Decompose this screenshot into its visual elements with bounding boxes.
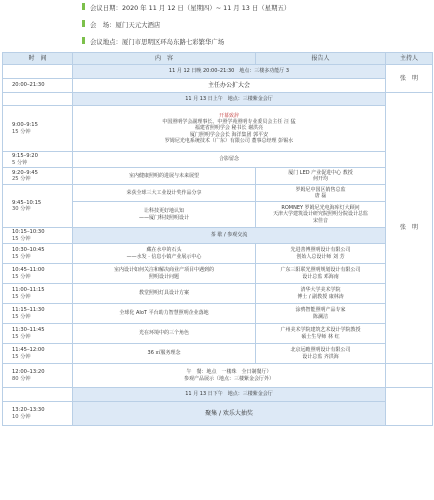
talk-title: 室内健康照明的进展与未来展望 (73, 168, 256, 185)
talk-reporter: 涂鸦智能照明产品专家 陈澜洁 (256, 304, 386, 324)
day1-row (3, 79, 433, 93)
talk-title: 全球化 AIoT 平台助力智慧照明企业落地 (73, 304, 256, 324)
talk-title: 室内设计如何关注和解决商业产项目中遇到的 (113, 267, 214, 274)
talk-reporter: 北京远瞻照明设计有限公司 设计总监 齐洪海 (256, 344, 386, 364)
day1-band-row (3, 65, 433, 79)
talk-title: 36 ㎡服务理念 (73, 344, 256, 364)
day2-am-band-row (3, 93, 433, 106)
header-accent-bar (82, 3, 85, 10)
opening-line: 福建省照明学会 秘书长 谢洪亮 (194, 125, 264, 132)
talk-title: 光在环境中的三个角色 (73, 324, 256, 344)
row-duration: 5 分钟 (12, 159, 28, 166)
table-row (3, 304, 433, 324)
row-time: 10:45–11:00 (12, 267, 45, 274)
talk-reporter: 清华大学美术学院 博士 / 副教授 康林涛 (256, 284, 386, 304)
lunch-cell (73, 364, 386, 388)
table-row (3, 228, 433, 244)
row-duration: 80 分钟 (12, 375, 31, 382)
row-time: 10:15–10:30 (12, 229, 45, 236)
lunch-line: 参观产品展示（地点：三楼紫金会厅外） (183, 375, 274, 382)
day2-pm-event: 聚集 / 欢乐大抽奖 (73, 402, 386, 426)
table-row (3, 152, 433, 168)
row-duration: 30 分钟 (12, 206, 31, 212)
talk-reporter: 厦门 LED 产业促进中心 教授 何开均 (256, 168, 386, 185)
row-time: 9:15–9:20 (12, 153, 38, 160)
row-time-cell (3, 264, 73, 284)
tea-break: 茶 歇 / 参观交流 (73, 228, 386, 244)
talk-reporter: 先进善博照明设计有限公司 创始人总设计师 刘 芳 (256, 244, 386, 264)
table-row (3, 106, 433, 152)
row-duration: 15 分钟 (12, 293, 31, 300)
talk-title: 教堂照明灯具设计方案 (73, 284, 256, 304)
row-time-cell (3, 152, 73, 168)
row-duration: 25 分钟 (12, 176, 31, 182)
meeting-venue: 会 场：厦门天元大酒店 (90, 21, 161, 29)
header-accent-bar (82, 37, 85, 44)
row-time-cell (3, 324, 73, 344)
row-time-cell (3, 228, 73, 244)
day2-pm-band: 11 月 13 日下午 地点：三楼紫金会厅 (73, 388, 386, 402)
row-duration: 15 分钟 (12, 313, 31, 320)
col-header-host: 主持人 (386, 53, 433, 65)
talk-subtitle: ——水发 · 信息小镇产业展示中心 (126, 253, 202, 260)
talk-reporter: 罗姆尼中国区销售总监 唐 磊 (256, 185, 386, 202)
header-accent-bar (82, 20, 85, 27)
row-time: 11:30–11:45 (12, 327, 45, 334)
opening-line: 中国照明学会副理事长、中照学苑照明专业委员会主任 汪 猛 (162, 119, 296, 126)
row-duration: 15 分钟 (12, 128, 31, 135)
row-time: 11:45–12:00 (12, 347, 45, 354)
talk-title: 荣获全球三大工业设计奖作品分享 (73, 185, 256, 202)
lunch-line: 午 餐：地点 一楼珠 全日制餐厅） (186, 369, 272, 376)
talk-title: 藏在水中的石头 (146, 247, 182, 254)
day2-pm-row (3, 402, 433, 426)
row-time: 11:15–11:30 (12, 307, 45, 314)
table-row (3, 264, 433, 284)
table-row (3, 168, 433, 185)
meeting-header (0, 0, 434, 52)
talk-reporter: 广东三阳联光照明规划设计有限公司 设计总监 邓海南 (256, 264, 386, 284)
row-time-cell (3, 284, 73, 304)
schedule-table (2, 52, 433, 426)
opening-line: 厦门照明学会会长 海洋集团 郭平安 (189, 131, 269, 138)
day2-pm-band-row (3, 388, 433, 402)
talk-title-cell (73, 244, 256, 264)
talk-subtitle: 照明设计问题 (148, 273, 179, 280)
talk-title-cell (73, 264, 256, 284)
table-header-row (3, 53, 433, 65)
row-time: 9:00–9:15 (12, 122, 38, 129)
row-duration: 15 分钟 (12, 253, 31, 260)
talk-reporter: 广州美术学院建筑艺术设计学院教授 硕士生导师 林 红 (256, 324, 386, 344)
table-row (3, 185, 433, 202)
lunch-row (3, 364, 433, 388)
talk-subtitle: ——厦门科技照明设计 (138, 214, 189, 221)
col-header-time: 时 间 (3, 53, 73, 65)
row-time: 9:20–9:45 (12, 169, 38, 176)
row-time-cell (3, 168, 73, 185)
day1-event: 主任办公扩大会 (73, 79, 386, 93)
row-duration: 15 分钟 (12, 333, 31, 340)
col-header-content: 内 容 (73, 53, 256, 65)
day1-host: 张 明 (386, 65, 433, 93)
table-row (3, 344, 433, 364)
table-row (3, 284, 433, 304)
talk-reporter: ROMNEY 罗姆尼光电海库灯大顾问 天津大学建筑设计研究院照明分院设计总监 宋佳音 (256, 202, 386, 228)
row-duration: 15 分钟 (12, 273, 31, 280)
opening-title: 开幕致辞 (218, 113, 239, 120)
row-time-cell (3, 185, 73, 228)
row-time-cell (3, 402, 73, 426)
row-duration: 10 分钟 (12, 413, 31, 420)
row-time-cell (3, 244, 73, 264)
col-header-reporter: 报告人 (256, 53, 386, 65)
table-row (3, 244, 433, 264)
table-row (3, 324, 433, 344)
day1-time: 20:00–21:30 (3, 79, 73, 93)
day2-am-host: 张 明 (386, 93, 433, 364)
row-time-cell (3, 344, 73, 364)
photo-session: 合影留念 (73, 152, 386, 168)
opening-line: 罗姆尼光电系统技术（广东）有限公司 董事总经理 彭锡水 (164, 137, 294, 144)
day2-am-band: 11 月 13 日上午 地点：三楼紫金会厅 (73, 93, 386, 106)
row-duration: 15 分钟 (12, 235, 31, 242)
meeting-address: 会议地点：厦门市思明区环岛东路七彩繁华广场 (90, 38, 225, 46)
row-time: 9:45–10:15 (12, 199, 42, 206)
row-duration: 15 分钟 (12, 353, 31, 360)
empty-host-cell (386, 364, 433, 388)
row-time: 11:00–11:15 (12, 287, 45, 294)
row-time-cell (3, 106, 73, 152)
row-time: 13:20–13:30 (12, 407, 45, 414)
day1-band: 11 月 12 日晚 20:00–21:30 地点：三楼多功能厅 3 (73, 65, 386, 79)
row-time-cell (3, 304, 73, 324)
row-time: 12:00–13:20 (12, 369, 45, 376)
row-time: 10:30–10:45 (12, 247, 45, 254)
talk-title: 让科技更好地认知 (143, 208, 184, 215)
row-time-cell (3, 364, 73, 388)
talk-title-cell (73, 202, 256, 228)
meeting-date: 会议日期：2020 年 11 月 12 日（星期四）~ 11 月 13 日（星期五） (90, 4, 291, 12)
opening-cell (73, 106, 386, 152)
